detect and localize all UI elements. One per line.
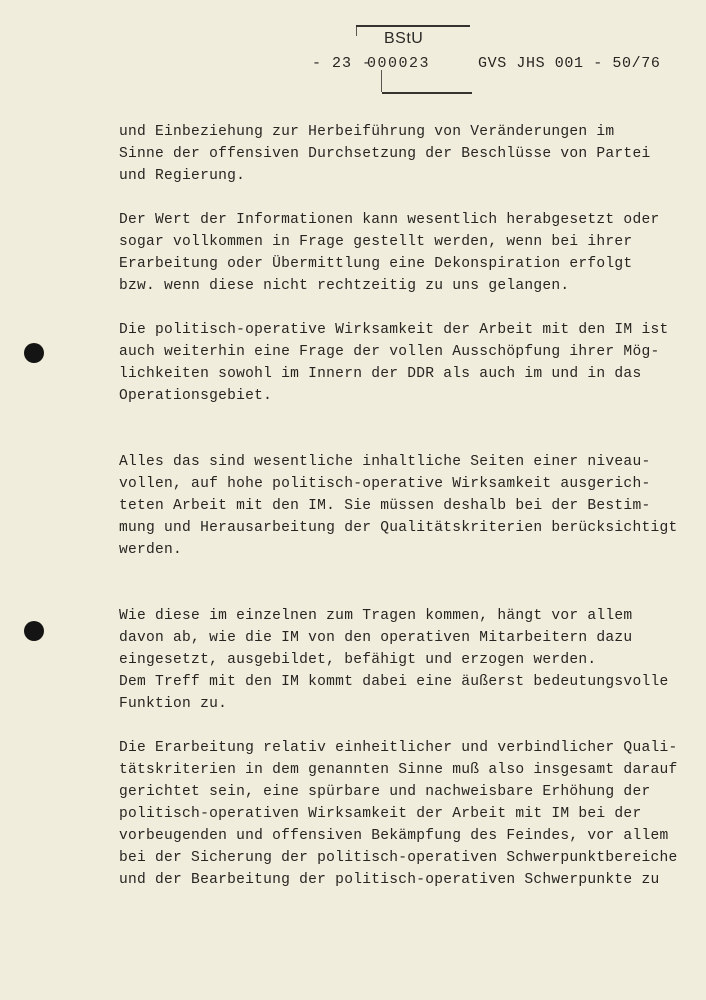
stamp-top-rule: [356, 25, 470, 27]
paragraph-1: und Einbeziehung zur Herbeiführung von Veränderungen im Sinne der offensiven Durchsetzung der Beschlüsse von Partei und Regierung.: [119, 124, 651, 184]
stamp-left-tick: [356, 27, 357, 36]
archive-stamp-number: 000023: [367, 55, 431, 72]
paragraph-4: Alles das sind wesentliche inhaltliche Seiten einer niveau- vollen, auf hohe politisch-operative Wirksamkeit ausgerich- teten Arbeit mit den IM. Sie müssen deshalb bei der Bestim- mung und Herausarbeitung der Qualitätskriterien berücksichtigt werden.: [119, 454, 678, 558]
stamp-mid-tick: [381, 70, 382, 92]
paragraph-5: Wie diese im einzelnen zum Tragen kommen, hängt vor allem davon ab, wie die IM von den operativen Mitarbeitern dazu eingesetzt, ausgebildet, befähigt und erzogen werden. Dem Treff mit den IM kommt dabei eine äußerst bedeutungsvolle Funktion zu.: [119, 608, 669, 712]
stamp-bottom-rule: [382, 92, 472, 94]
punch-hole-lower: [24, 621, 44, 641]
punch-hole-upper: [24, 343, 44, 363]
paragraph-2: Der Wert der Informationen kann wesentlich herabgesetzt oder sogar vollkommen in Frage gestellt werden, wenn bei ihrer Erarbeitung oder Übermittlung eine Dekonspiration erfolgt bzw. wenn diese nicht rechtzeitig zu uns gelangen.: [119, 212, 660, 294]
paragraph-6: Die Erarbeitung relativ einheitlicher und verbindlicher Quali- tätskriterien in dem genannten Sinne muß also insgesamt darauf gerichtet sein, eine spürbare und nachweisbare Erhöhung der politisch-operativen Wirksamkeit der Arbeit mit IM bei der vorbeugenden und offensiven Bekämpfung des Feindes, vor allem bei der Sicherung der politisch-operativen Schwerpunktbereiche und der Bearbeitung der politisch-operativen Schwerpunkte zu: [119, 740, 678, 888]
document-reference: GVS JHS 001 - 50/76: [478, 55, 661, 72]
page-number: - 23 -: [312, 55, 373, 72]
paragraph-3: Die politisch-operative Wirksamkeit der Arbeit mit den IM ist auch weiterhin eine Frage der vollen Ausschöpfung ihrer Mög- lichkeiten sowohl im Innern der DDR als auch im und in das Operationsgebiet.: [119, 322, 669, 404]
archive-stamp-label: BStU: [384, 30, 424, 47]
